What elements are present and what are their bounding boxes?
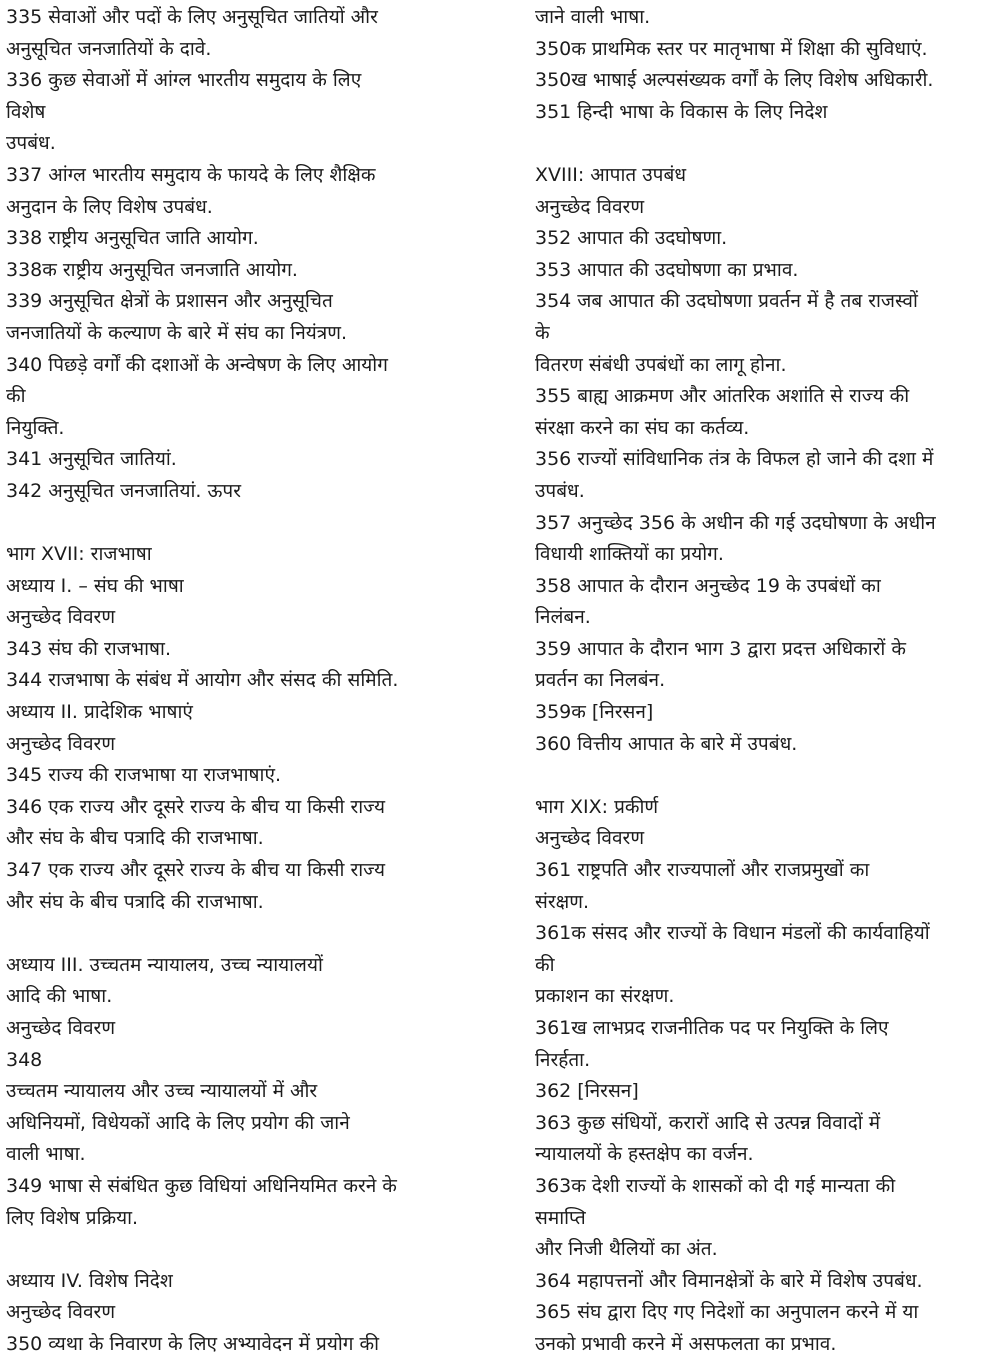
text-line: विधायी शाक्तियों का प्रयोग. (535, 543, 724, 566)
text-line: 363 कुछ संधियों, करारों आदि से उत्पन्न विवादों में (535, 1111, 881, 1134)
text-line: विशेष (6, 100, 46, 123)
text-line: नियुक्ति. (6, 416, 65, 439)
text-line: 343 संघ की राजभाषा. (6, 637, 171, 660)
text-line: अधिनियमों, विधेयकों आदि के लिए प्रयोग की जाने (6, 1111, 350, 1134)
text-line: 352 आपात की उदघोषणा. (535, 227, 728, 250)
text-line: जनजातियों के कल्याण के बारे में संघ का नियंत्रण. (6, 321, 348, 344)
text-line: अनुच्छेद विवरण (535, 827, 645, 850)
text-line: 360 वित्तीय आपात के बारे में उपबंध. (535, 732, 798, 755)
text-line: अध्याय IV. विशेष निदेश (6, 1269, 173, 1292)
text-line: अनुसूचित जनजातियों के दावे. (6, 37, 212, 60)
text-line: भाग XVII: राजभाषा (6, 543, 152, 566)
text-line: 357 अनुच्छेद 356 के अधीन की गई उदघोषणा के अधीन (535, 511, 936, 534)
text-line: 335 सेवाओं और पदों के लिए अनुसूचित जातियों और (6, 6, 378, 28)
text-line: और संघ के बीच पत्रादि की राजभाषा. (6, 890, 264, 913)
text-line: उच्चतम न्यायालय और उच्च न्यायालयों में और (6, 1080, 318, 1103)
text-line: और संघ के बीच पत्रादि की राजभाषा. (6, 827, 264, 850)
left-column (6, 2, 506, 1361)
text-line: अनुच्छेद विवरण (6, 1017, 116, 1039)
text-line: 365 संघ द्वारा दिए गए निदेशों का अनुपालन करने में या (535, 1301, 919, 1324)
text-line: के (535, 321, 550, 344)
text-line: 359क [निरसन] (535, 701, 654, 724)
text-line: 337 आंग्ल भारतीय समुदाय के फायदे के लिए शैक्षिक (6, 163, 376, 186)
text-line: न्यायालयों के हस्तक्षेप का वर्जन. (535, 1143, 754, 1166)
text-line: 356 राज्यों सांविधानिक तंत्र के विफल हो जाने की दशा में (535, 448, 934, 471)
text-line: अनुदान के लिए विशेष उपबंध. (6, 195, 213, 218)
text-line: 338 राष्ट्रीय अनुसूचित जाति आयोग. (6, 227, 259, 250)
text-line: 340 पिछड़े वर्गों की दशाओं के अन्वेषण के लिए आयोग (6, 353, 388, 376)
text-line: 362 [निरसन] (535, 1080, 639, 1103)
text-line: प्रकाशन का संरक्षण. (535, 985, 675, 1008)
text-line: 363क देशी राज्यों के शासकों को दी गई मान्यता की (535, 1174, 896, 1197)
text-line: 359 आपात के दौरान भाग 3 द्वारा प्रदत्त अधिकारों के (535, 637, 906, 660)
text-line: अनुच्छेद विवरण (6, 1301, 116, 1324)
text-line: 349 भाषा से संबंधित कुछ विधियां अधिनियमित करने के (6, 1174, 397, 1197)
text-line: अनुच्छेद विवरण (6, 606, 116, 629)
text-line: और निजी थैलियों का अंत. (535, 1238, 718, 1261)
text-line: समाप्ति (535, 1206, 586, 1229)
text-line: उपबंध. (535, 479, 585, 502)
text-line: 350क प्राथमिक स्तर पर मातृभाषा में शिक्षा की सुविधाएं. (535, 37, 928, 60)
text-line: अध्याय III. उच्चतम न्यायालय, उच्च न्यायालयों (6, 953, 323, 976)
text-line: वितरण संबंधी उपबंधों का लागू होना. (535, 353, 787, 376)
text-line: संरक्षण. (535, 890, 590, 913)
text-line: वाली भाषा. (6, 1143, 86, 1166)
text-line: अध्याय II. प्रादेशिक भाषाएं (6, 701, 193, 724)
text-line: निलंबन. (535, 606, 591, 629)
text-line: 351 हिन्दी भाषा के विकास के लिए निदेश (535, 100, 828, 123)
text-line: उपबंध. (6, 132, 56, 155)
text-line: 364 महापत्तनों और विमानक्षेत्रों के बारे में विशेष उपबंध. (535, 1269, 923, 1292)
text-line: 353 आपात की उदघोषणा का प्रभाव. (535, 258, 799, 281)
blank-line (6, 1234, 506, 1266)
blank-line (535, 128, 997, 160)
blank-line (6, 508, 506, 540)
text-line: 361 राष्ट्रपति और राज्यपालों और राजप्रमुखों का (535, 859, 870, 882)
text-line: 348 (6, 1048, 43, 1071)
text-line: 342 अनुसूचित जनजातियां. ऊपर (6, 479, 241, 502)
text-line: 355 बाह्य आक्रमण और आंतरिक अशांति से राज्य की (535, 385, 910, 408)
text-line: 339 अनुसूचित क्षेत्रों के प्रशासन और अनुसूचित (6, 290, 333, 313)
text-line: उनको प्रभावी करने में असफलता का प्रभाव. (535, 1332, 837, 1355)
blank-line (6, 918, 506, 950)
text-line: लिए विशेष प्रक्रिया. (6, 1206, 139, 1229)
text-line: 361ख लाभप्रद राजनीतिक पद पर नियुक्ति के लिए (535, 1017, 889, 1039)
text-line: 358 आपात के दौरान अनुच्छेद 19 के उपबंधों का (535, 574, 881, 597)
text-line: XVIII: आपात उपबंध (535, 163, 687, 186)
text-line: 338क राष्ट्रीय अनुसूचित जनजाति आयोग. (6, 258, 298, 281)
text-line: आदि की भाषा. (6, 985, 113, 1008)
text-line: संरक्षा करने का संघ का कर्तव्य. (535, 416, 750, 439)
text-line: 354 जब आपात की उदघोषणा प्रवर्तन में है तब राजस्वों (535, 290, 918, 313)
text-line: अनुच्छेद विवरण (6, 732, 116, 755)
text-line: 336 कुछ सेवाओं में आंग्ल भारतीय समुदाय के लिए (6, 69, 362, 92)
blank-line (535, 760, 997, 792)
text-line: निरर्हता. (535, 1048, 591, 1071)
text-line: की (535, 953, 555, 976)
text-line: 345 राज्य की राजभाषा या राजभाषाएं. (6, 764, 281, 787)
text-line: 346 एक राज्य और दूसरे राज्य के बीच या किसी राज्य (6, 795, 386, 818)
text-line: 341 अनुसूचित जातियां. (6, 448, 177, 471)
text-line: 347 एक राज्य और दूसरे राज्य के बीच या किसी राज्य (6, 859, 386, 882)
text-line: 361क संसद और राज्यों के विधान मंडलों की कार्यवाहियों (535, 922, 930, 945)
text-line: की (6, 385, 26, 408)
text-line: प्रवर्तन का निलबंन. (535, 669, 666, 692)
text-line: 344 राजभाषा के संबंध में आयोग और संसद की समिति. (6, 669, 399, 692)
text-line: भाग XIX: प्रकीर्ण (535, 795, 659, 818)
text-line: अध्याय I. – संघ की भाषा (6, 574, 184, 597)
text-line: जाने वाली भाषा. (535, 6, 651, 28)
text-line: 350ख भाषाई अल्पसंख्यक वर्गों के लिए विशेष अधिकारी. (535, 69, 934, 92)
text-line: अनुच्छेद विवरण (535, 195, 645, 218)
right-column (535, 2, 997, 1361)
text-line: 350 व्यथा के निवारण के लिए अभ्यावेदन में प्रयोग की (6, 1332, 380, 1355)
